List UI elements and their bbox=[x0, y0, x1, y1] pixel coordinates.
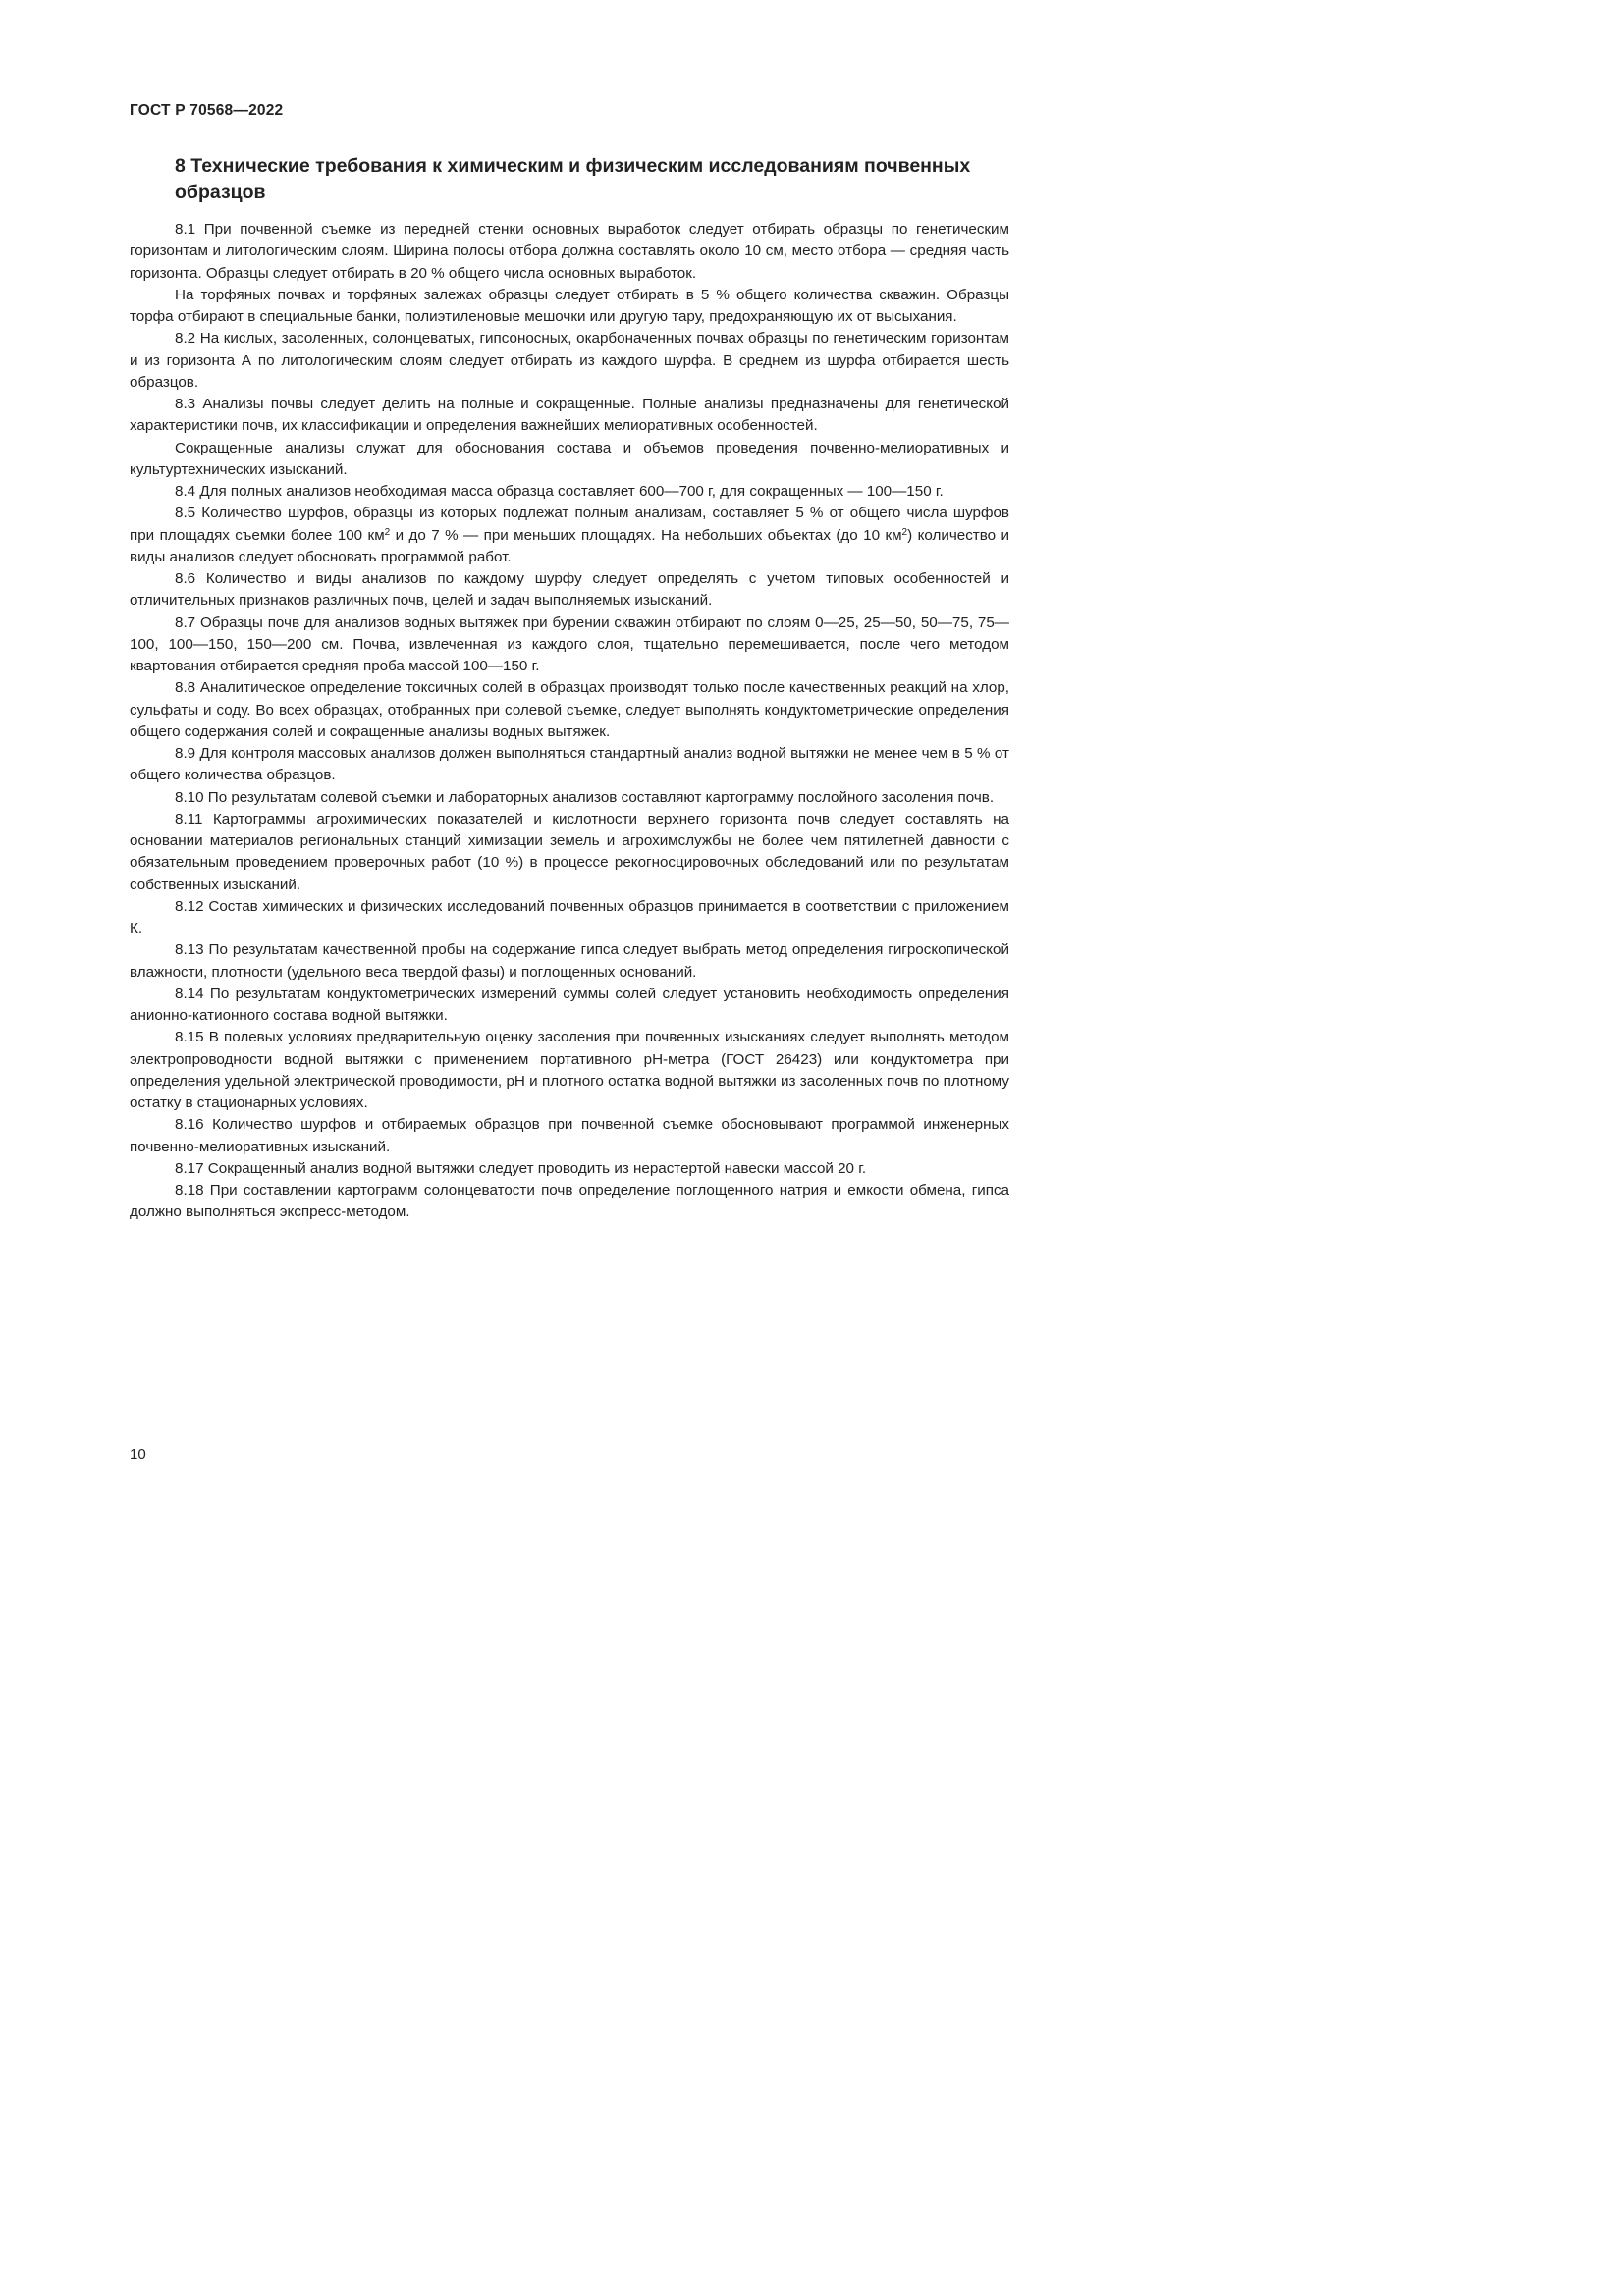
paragraph: 8.4 Для полных анализов необходимая масса образца составляет 600—700 г, для сокращенных — 100—150 г. bbox=[175, 483, 944, 500]
standard-header: ГОСТ Р 70568—2022 bbox=[130, 102, 284, 119]
superscript: 2 bbox=[901, 526, 908, 538]
paragraph: 8.18 При составлении картограмм солонцеватости почв определение поглощенного натрия и емкости обмена, гипса должно выполняться экспресс-методом. bbox=[130, 1182, 1009, 1221]
paragraph: 8.12 Состав химических и физических исследований почвенных образцов принимается в соответствии с приложением К. bbox=[130, 897, 1009, 936]
section-title: 8 Технические требования к химическим и физическим исследованиям почвенных образцов bbox=[175, 155, 971, 203]
paragraph: 8.13 По результатам качественной пробы на содержание гипса следует выбрать метод определения гигроскопической влажности, плотности (удельного веса твердой фазы) и поглощенных оснований. bbox=[130, 941, 1009, 981]
paragraph: 8.14 По результатам кондуктометрических измерений суммы солей следует установить необходимость определения анионно-катионного состава водной вытяжки. bbox=[130, 985, 1009, 1024]
paragraph: 8.16 Количество шурфов и отбираемых образцов при почвенной съемке обосновывают программой инженерных почвенно-мелиоративных изысканий. bbox=[130, 1116, 1009, 1155]
text-run: ) количество и виды анализов следует обосновать программой работ. bbox=[130, 526, 1010, 565]
paragraph: 8.6 Количество и виды анализов по каждому шурфу следует определять с учетом типовых особенностей и отличительных признаков различных почв, целей и задач выполняемых изысканий. bbox=[130, 570, 1009, 610]
paragraph: 8.7 Образцы почв для анализов водных вытяжек при бурении скважин отбирают по слоям 0—25, 25—50, 50—75, 75—100, 100—150, 150—200 см. Почва, извлеченная из каждого слоя, тщательно перемешивается, после чего методом квартования отбирается средняя проба массой 100—150 г. bbox=[130, 614, 1009, 674]
paragraph: 8.2 На кислых, засоленных, солонцеватых, гипсоносных, окарбоначенных почвах образцы по генетическим горизонтам и из горизонта А по литологическим слоям следует отбирать из каждого шурфа. В среднем из шурфа отбирается шесть образцов. bbox=[130, 330, 1009, 391]
paragraph: 8.17 Сокращенный анализ водной вытяжки следует проводить из нерастертой навески массой 20 г. bbox=[175, 1159, 867, 1177]
body-text bbox=[130, 219, 1009, 1224]
paragraph: 8.15 В полевых условиях предварительную оценку засоления при почвенных изысканиях следует выполнять методом электропроводности водной вытяжки с применением портативного рН-метра (ГОСТ 26423) или кондуктометра при определения удельной электрической проводимости, рН и плотного остатка водной вытяжки из засоленных почв по плотному остатку в стационарных условиях. bbox=[130, 1029, 1009, 1111]
paragraph: 8.11 Картограммы агрохимических показателей и кислотности верхнего горизонта почв следует составлять на основании материалов региональных станций химизации земель и агрохимслужбы не более чем пятилетней давности с обязательным проведением проверочных работ (10 %) в процессе рекогносцировочных обследований или по результатам собственных изысканий. bbox=[130, 810, 1009, 893]
page-number: 10 bbox=[130, 1446, 146, 1463]
document-page bbox=[0, 0, 1080, 1527]
paragraph: 8.9 Для контроля массовых анализов должен выполняться стандартный анализ водной вытяжки не менее чем в 5 % от общего количества образцов. bbox=[130, 745, 1009, 784]
paragraph: 8.1 При почвенной съемке из передней стенки основных выработок следует отбирать образцы по генетическим горизонтам и литологическим слоям. Ширина полосы отбора должна составлять около 10 см, место отбора — средняя часть горизонта. Образцы следует отбирать в 20 % общего числа основных выработок. bbox=[130, 221, 1009, 282]
paragraph bbox=[130, 503, 1009, 568]
paragraph: Сокращенные анализы служат для обоснования состава и объемов проведения почвенно-мелиоративных и культуртехнических изысканий. bbox=[130, 439, 1009, 478]
superscript: 2 bbox=[384, 526, 391, 538]
paragraph: 8.10 По результатам солевой съемки и лабораторных анализов составляют картограмму послойного засоления почв. bbox=[175, 788, 995, 806]
paragraph: 8.3 Анализы почвы следует делить на полные и сокращенные. Полные анализы предназначены для генетической характеристики почв, их классификации и определения важнейших мелиоративных особенностей. bbox=[130, 396, 1009, 435]
paragraph: На торфяных почвах и торфяных залежах образцы следует отбирать в 5 % общего количества скважин. Образцы торфа отбирают в специальные банки, полиэтиленовые мешочки или другую тару, предохраняющую их от высыхания. bbox=[130, 286, 1009, 325]
text-run: и до 7 % — при меньших площадях. На небольших объектах (до 10 км bbox=[390, 526, 902, 544]
paragraph: 8.8 Аналитическое определение токсичных солей в образцах производят только после качественных реакций на хлор, сульфаты и соду. Во всех образцах, отобранных при солевой съемке, следует выполнять кондуктометрические определения общего содержания солей и сокращенные анализы водных вытяжек. bbox=[130, 679, 1009, 740]
text-run: 8.5 Количество шурфов, образцы из которых подлежат полным анализам, составляет 5 % от общего числа шурфов при площадях съемки более 100 км bbox=[130, 505, 1009, 544]
